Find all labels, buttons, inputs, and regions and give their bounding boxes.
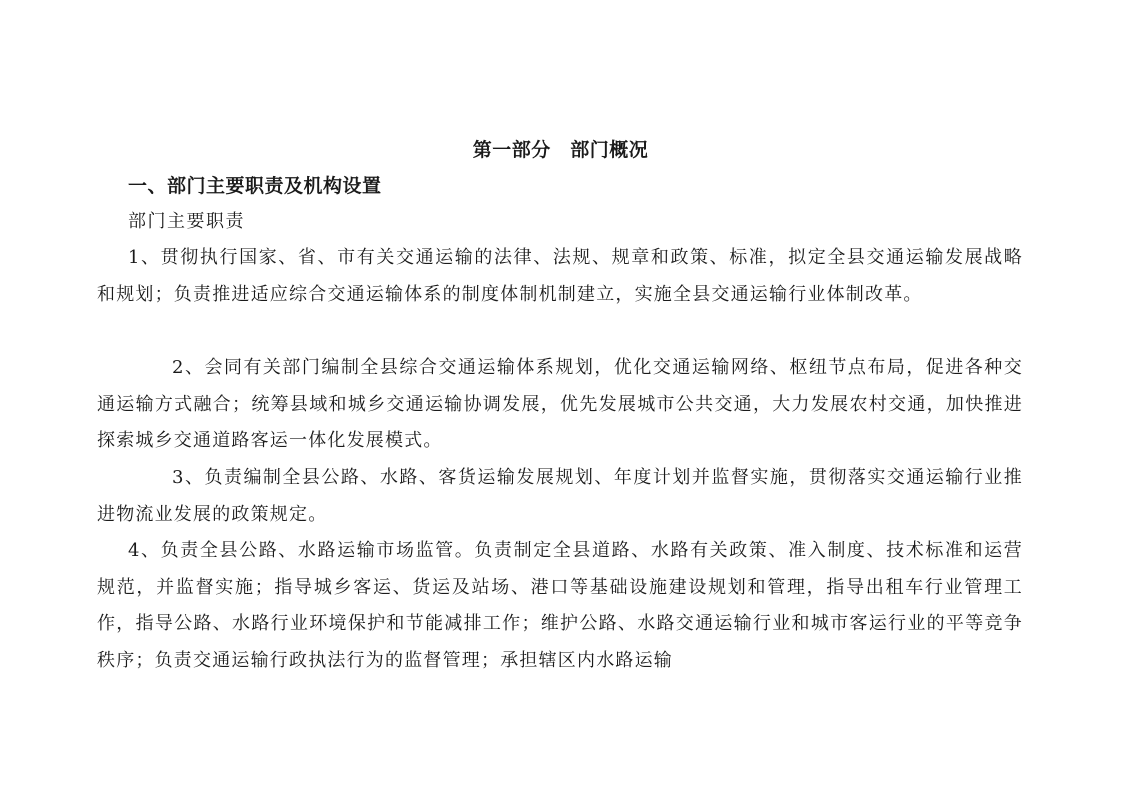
duty-paragraph-4: 4、负责全县公路、水路运输市场监管。负责制定全县道路、水路有关政策、准入制度、技术标准和运营规范，并监督实施；指导城乡客运、货运及站场、港口等基础设施建设规划和管理，指导出租车行业管理工作，指导公路、水路行业环境保护和节能减排工作；维护公路、水路交通运输行业和城市客运行业的平等竞争秩序；负责交通运输行政执法行为的监督管理；承担辖区内水路运输 bbox=[97, 540, 1023, 671]
duty-paragraph-2: 2、会同有关部门编制全县综合交通运输体系规划，优化交通运输网络、枢纽节点布局，促进各种交通运输方式融合；统筹县域和城乡交通运输协调发展，优先发展城市公共交通，大力发展农村交通，加快推进探索城乡交通道路客运一体化发展模式。 bbox=[97, 357, 1023, 451]
sub-heading: 部门主要职责 bbox=[128, 211, 245, 232]
part-title: 第一部分 部门概况 bbox=[472, 139, 649, 161]
section-heading: 一、部门主要职责及机构设置 bbox=[128, 175, 382, 197]
duty-paragraph-3: 3、负责编制全县公路、水路、客货运输发展规划、年度计划并监督实施，贯彻落实交通运输行业推进物流业发展的政策规定。 bbox=[97, 467, 1023, 525]
duty-paragraph-1: 1、贯彻执行国家、省、市有关交通运输的法律、法规、规章和政策、标准，拟定全县交通运输发展战略和规划；负责推进适应综合交通运输体系的制度体制机制建立，实施全县交通运输行业体制改革。 bbox=[97, 247, 1023, 305]
